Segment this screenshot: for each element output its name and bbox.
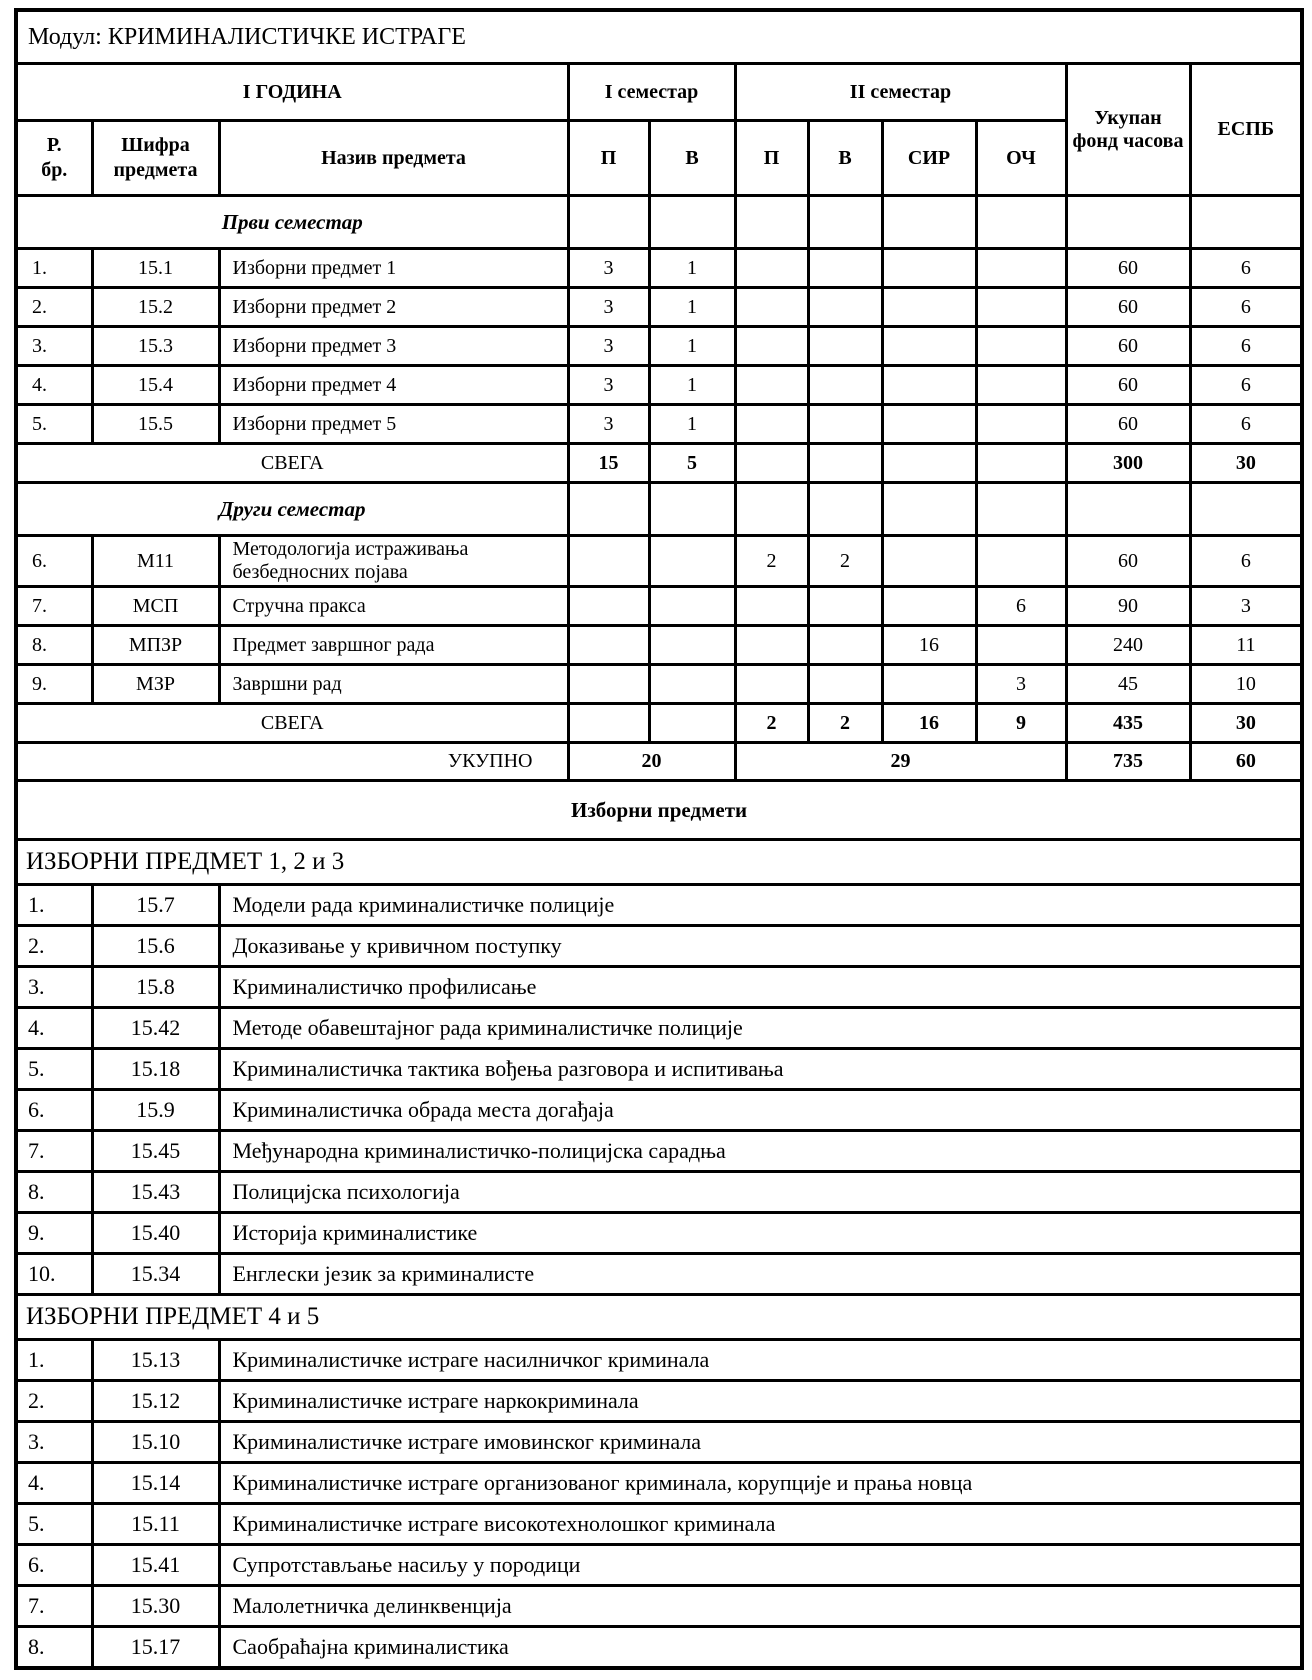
cell-sir <box>882 366 976 405</box>
svega1-sir <box>882 444 976 483</box>
cell-name: Методологија истраживања безбедносних појава <box>219 536 568 587</box>
cell-fund: 60 <box>1066 405 1190 444</box>
subject-header: Назив предмета <box>219 121 568 196</box>
cell-num: 9. <box>16 665 92 704</box>
v1-header: В <box>649 121 735 196</box>
cell-p1: 3 <box>568 327 649 366</box>
cell-p1: 3 <box>568 249 649 288</box>
cell-num: 2. <box>16 926 92 967</box>
v2-header: В <box>808 121 882 196</box>
cell-name: Изборни предмет 1 <box>219 249 568 288</box>
cell-v2 <box>808 405 882 444</box>
cell-fund: 60 <box>1066 327 1190 366</box>
cell-espb: 6 <box>1190 536 1302 587</box>
cell-code: 15.13 <box>92 1340 219 1381</box>
cell-name: Малолетничка делинквенција <box>219 1586 1302 1627</box>
p2-header: П <box>735 121 808 196</box>
ukupno-sem2: 29 <box>735 743 1066 781</box>
svega1-espb: 30 <box>1190 444 1302 483</box>
cell-name: Методе обавештајног рада криминалистичке полиције <box>219 1008 1302 1049</box>
elective-row <box>16 926 1302 967</box>
cell-espb: 6 <box>1190 288 1302 327</box>
cell-num: 3. <box>16 1422 92 1463</box>
cell-num: 10. <box>16 1254 92 1295</box>
cell-name: Полицијска психологија <box>219 1172 1302 1213</box>
cell-p2 <box>735 405 808 444</box>
svega2-espb: 30 <box>1190 704 1302 743</box>
module-title: Модул: КРИМИНАЛИСТИЧКЕ ИСТРАГЕ <box>16 10 1302 64</box>
subject-row <box>16 587 1302 626</box>
cell-oc <box>976 405 1066 444</box>
cell-oc <box>976 366 1066 405</box>
cell-name: Изборни предмет 3 <box>219 327 568 366</box>
subject-row <box>16 249 1302 288</box>
year-header: I ГОДИНА <box>16 64 568 121</box>
elective-row <box>16 1381 1302 1422</box>
cell-code: 15.42 <box>92 1008 219 1049</box>
cell-v1: 1 <box>649 288 735 327</box>
cell-fund: 60 <box>1066 249 1190 288</box>
cell-oc <box>976 288 1066 327</box>
cell-espb: 6 <box>1190 249 1302 288</box>
second-semester-total-row <box>16 704 1302 743</box>
cell-name: Изборни предмет 4 <box>219 366 568 405</box>
cell-code: 15.18 <box>92 1049 219 1090</box>
cell-code: 15.4 <box>92 366 219 405</box>
svega1-v2 <box>808 444 882 483</box>
elective-row <box>16 1131 1302 1172</box>
cell-num: 4. <box>16 1463 92 1504</box>
subject-row <box>16 366 1302 405</box>
cell-v1 <box>649 536 735 587</box>
elective-row <box>16 1213 1302 1254</box>
cell-espb: 6 <box>1190 366 1302 405</box>
elective-row <box>16 1172 1302 1213</box>
cell-oc <box>976 626 1066 665</box>
cell-p1: 3 <box>568 366 649 405</box>
cell-name: Саобраћајна криминалистика <box>219 1627 1302 1669</box>
svega1-fund: 300 <box>1066 444 1190 483</box>
cell-code: 15.43 <box>92 1172 219 1213</box>
cell-p2 <box>735 327 808 366</box>
subject-row <box>16 665 1302 704</box>
cell-v2 <box>808 665 882 704</box>
cell-code: МПЗР <box>92 626 219 665</box>
cell-num: 4. <box>16 1008 92 1049</box>
cell-p1 <box>568 665 649 704</box>
cell-fund: 90 <box>1066 587 1190 626</box>
cell-num: 5. <box>16 405 92 444</box>
p1-header: П <box>568 121 649 196</box>
cell-sir <box>882 405 976 444</box>
cell-espb: 3 <box>1190 587 1302 626</box>
cell-code: 15.40 <box>92 1213 219 1254</box>
cell-code: 15.1 <box>92 249 219 288</box>
electives-header-row <box>16 781 1302 840</box>
cell-fund: 240 <box>1066 626 1190 665</box>
cell-num: 2. <box>16 288 92 327</box>
elective-row <box>16 1627 1302 1669</box>
cell-code: 15.12 <box>92 1381 219 1422</box>
cell-code: 15.9 <box>92 1090 219 1131</box>
cell-fund: 45 <box>1066 665 1190 704</box>
sir-header: СИР <box>882 121 976 196</box>
cell-name: Криминалистичка тактика вођења разговора и испитивања <box>219 1049 1302 1090</box>
cell-espb: 6 <box>1190 405 1302 444</box>
cell-v2 <box>808 249 882 288</box>
cell-v1: 1 <box>649 405 735 444</box>
subject-row <box>16 536 1302 587</box>
cell-p2 <box>735 626 808 665</box>
cell-name: Изборни предмет 5 <box>219 405 568 444</box>
cell-espb: 10 <box>1190 665 1302 704</box>
elective-row <box>16 1422 1302 1463</box>
cell-num: 6. <box>16 1545 92 1586</box>
cell-num: 3. <box>16 967 92 1008</box>
cell-v1: 1 <box>649 249 735 288</box>
ukupno-fund: 735 <box>1066 743 1190 781</box>
oc-header: ОЧ <box>976 121 1066 196</box>
elective-row <box>16 1463 1302 1504</box>
cell-code: 15.6 <box>92 926 219 967</box>
elective-row <box>16 1545 1302 1586</box>
elective-row <box>16 1090 1302 1131</box>
row-number-header <box>16 121 92 196</box>
subject-row <box>16 626 1302 665</box>
subject-row <box>16 327 1302 366</box>
svega1-label: СВЕГА <box>16 444 568 483</box>
svega1-v1: 5 <box>649 444 735 483</box>
row-number-header-bottom: бр. <box>41 159 68 181</box>
cell-name: Историја криминалистике <box>219 1213 1302 1254</box>
cell-v2 <box>808 327 882 366</box>
svega2-v1 <box>649 704 735 743</box>
svega2-oc: 9 <box>976 704 1066 743</box>
cell-oc <box>976 249 1066 288</box>
cell-oc <box>976 327 1066 366</box>
cell-num: 4. <box>16 366 92 405</box>
cell-espb: 6 <box>1190 327 1302 366</box>
first-semester-section-row <box>16 196 1302 249</box>
elective-row <box>16 1586 1302 1627</box>
cell-name: Криминалистичко профилисање <box>219 967 1302 1008</box>
cell-v1: 1 <box>649 327 735 366</box>
cell-code: М11 <box>92 536 219 587</box>
first-semester-total-row <box>16 444 1302 483</box>
cell-sir: 16 <box>882 626 976 665</box>
cell-fund: 60 <box>1066 288 1190 327</box>
cell-name: Стручна пракса <box>219 587 568 626</box>
svega1-oc <box>976 444 1066 483</box>
cell-p2 <box>735 366 808 405</box>
cell-code: 15.3 <box>92 327 219 366</box>
cell-v2 <box>808 288 882 327</box>
header-row-1 <box>16 64 1302 121</box>
cell-sir <box>882 536 976 587</box>
cell-num: 9. <box>16 1213 92 1254</box>
cell-p2 <box>735 587 808 626</box>
cell-num: 6. <box>16 536 92 587</box>
elective-row <box>16 1008 1302 1049</box>
cell-num: 8. <box>16 1172 92 1213</box>
code-header: Шифра предмета <box>92 121 219 196</box>
cell-name: Доказивање у кривичном поступку <box>219 926 1302 967</box>
curriculum-table <box>14 8 1304 1670</box>
cell-num: 5. <box>16 1504 92 1545</box>
svega2-p2: 2 <box>735 704 808 743</box>
cell-name: Предмет завршног рада <box>219 626 568 665</box>
cell-num: 5. <box>16 1049 92 1090</box>
espb-header: ЕСПБ <box>1190 64 1302 196</box>
cell-p1: 3 <box>568 288 649 327</box>
cell-v2 <box>808 587 882 626</box>
elective-row <box>16 1504 1302 1545</box>
cell-code: 15.8 <box>92 967 219 1008</box>
cell-p2 <box>735 249 808 288</box>
cell-code: 15.34 <box>92 1254 219 1295</box>
cell-num: 7. <box>16 1586 92 1627</box>
cell-num: 6. <box>16 1090 92 1131</box>
elective-row <box>16 1254 1302 1295</box>
cell-code: 15.41 <box>92 1545 219 1586</box>
cell-p1 <box>568 626 649 665</box>
cell-name: Међународна криминалистичко-полицијска сарадња <box>219 1131 1302 1172</box>
cell-name: Криминалистичке истраге насилничког криминала <box>219 1340 1302 1381</box>
cell-sir <box>882 327 976 366</box>
cell-oc: 3 <box>976 665 1066 704</box>
cell-code: МЗР <box>92 665 219 704</box>
cell-name: Криминалистичке истраге организованог криминала, корупције и прања новца <box>219 1463 1302 1504</box>
first-semester-label: Први семестар <box>16 196 568 249</box>
cell-p2 <box>735 288 808 327</box>
cell-code: 15.10 <box>92 1422 219 1463</box>
cell-name: Криминалистичке истраге наркокриминала <box>219 1381 1302 1422</box>
second-semester-section-row <box>16 483 1302 536</box>
electives-group2-title: ИЗБОРНИ ПРЕДМЕТ 4 и 5 <box>16 1295 1302 1340</box>
cell-num: 1. <box>16 249 92 288</box>
cell-v2 <box>808 626 882 665</box>
ukupno-label: УКУПНО <box>16 743 568 781</box>
elective-row <box>16 1340 1302 1381</box>
cell-sir <box>882 665 976 704</box>
cell-code: 15.45 <box>92 1131 219 1172</box>
svega1-p2 <box>735 444 808 483</box>
cell-num: 2. <box>16 1381 92 1422</box>
elective-row <box>16 885 1302 926</box>
ukupno-espb: 60 <box>1190 743 1302 781</box>
cell-p1 <box>568 587 649 626</box>
cell-fund: 60 <box>1066 366 1190 405</box>
title-row <box>16 10 1302 64</box>
electives-header: Изборни предмети <box>16 781 1302 840</box>
cell-name: Криминалистичке истраге високотехнолошког криминала <box>219 1504 1302 1545</box>
cell-num: 1. <box>16 1340 92 1381</box>
cell-v1 <box>649 587 735 626</box>
elective-row <box>16 967 1302 1008</box>
cell-fund: 60 <box>1066 536 1190 587</box>
electives-group1-title-row <box>16 840 1302 885</box>
cell-num: 7. <box>16 1131 92 1172</box>
svega2-v2: 2 <box>808 704 882 743</box>
cell-code: 15.2 <box>92 288 219 327</box>
cell-code: 15.5 <box>92 405 219 444</box>
semester2-header: II семестар <box>735 64 1066 121</box>
cell-num: 1. <box>16 885 92 926</box>
cell-oc <box>976 536 1066 587</box>
cell-name: Енглески језик за криминалисте <box>219 1254 1302 1295</box>
cell-p2: 2 <box>735 536 808 587</box>
elective-row <box>16 1049 1302 1090</box>
cell-sir <box>882 587 976 626</box>
cell-code: 15.17 <box>92 1627 219 1669</box>
cell-name: Супротстављање насиљу у породици <box>219 1545 1302 1586</box>
total-hours-header: Укупан фонд часова <box>1066 64 1190 196</box>
svega2-fund: 435 <box>1066 704 1190 743</box>
cell-num: 8. <box>16 1627 92 1669</box>
electives-group2-title-row <box>16 1295 1302 1340</box>
cell-name: Криминалистичка обрада места догађаја <box>219 1090 1302 1131</box>
cell-name: Криминалистичке истраге имовинског криминала <box>219 1422 1302 1463</box>
ukupno-sem1: 20 <box>568 743 735 781</box>
cell-sir <box>882 288 976 327</box>
cell-p1: 3 <box>568 405 649 444</box>
cell-name: Модели рада криминалистичке полиције <box>219 885 1302 926</box>
semester1-header: I семестар <box>568 64 735 121</box>
cell-code: 15.7 <box>92 885 219 926</box>
svega2-label: СВЕГА <box>16 704 568 743</box>
cell-num: 8. <box>16 626 92 665</box>
cell-p2 <box>735 665 808 704</box>
subject-row <box>16 405 1302 444</box>
row-number-header-top: Р. <box>46 134 62 156</box>
cell-v2: 2 <box>808 536 882 587</box>
electives-group1-title: ИЗБОРНИ ПРЕДМЕТ 1, 2 и 3 <box>16 840 1302 885</box>
cell-oc: 6 <box>976 587 1066 626</box>
svega2-p1 <box>568 704 649 743</box>
cell-code: 15.14 <box>92 1463 219 1504</box>
cell-code: 15.11 <box>92 1504 219 1545</box>
subject-row <box>16 288 1302 327</box>
svega1-p1: 15 <box>568 444 649 483</box>
cell-code: МСП <box>92 587 219 626</box>
cell-num: 3. <box>16 327 92 366</box>
cell-v1 <box>649 626 735 665</box>
cell-v1 <box>649 665 735 704</box>
cell-name: Изборни предмет 2 <box>219 288 568 327</box>
cell-code: 15.30 <box>92 1586 219 1627</box>
cell-sir <box>882 249 976 288</box>
cell-v1: 1 <box>649 366 735 405</box>
cell-name: Завршни рад <box>219 665 568 704</box>
svega2-sir: 16 <box>882 704 976 743</box>
cell-espb: 11 <box>1190 626 1302 665</box>
cell-v2 <box>808 366 882 405</box>
cell-num: 7. <box>16 587 92 626</box>
cell-p1 <box>568 536 649 587</box>
second-semester-label: Други семестар <box>16 483 568 536</box>
grand-total-row <box>16 743 1302 781</box>
